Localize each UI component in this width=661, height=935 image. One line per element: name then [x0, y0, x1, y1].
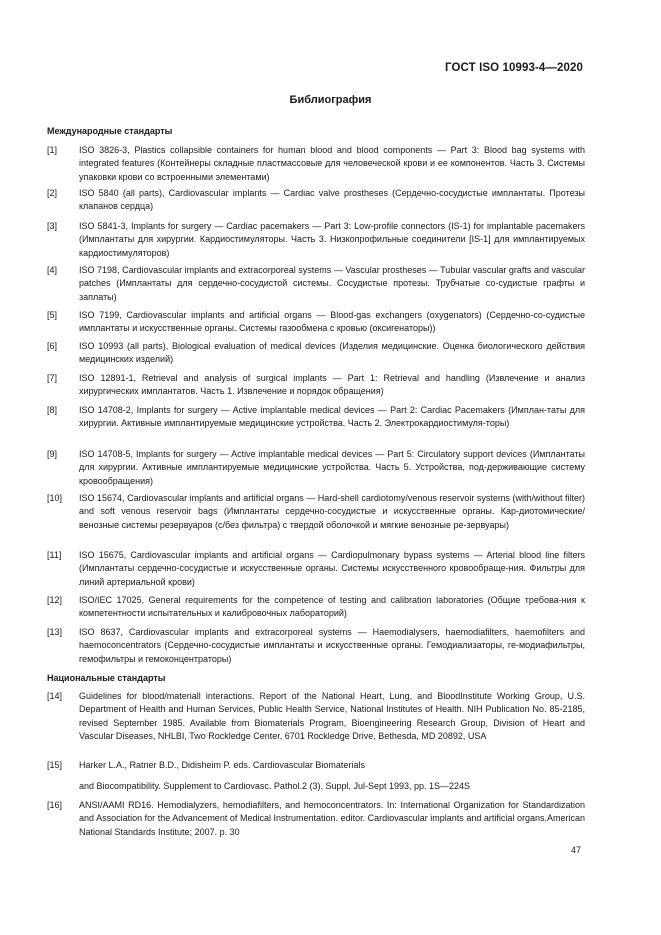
reference-text: ISO 15674, Cardiovascular implants and artificial organs — Hard-shell cardiotomy/venous reservoir systems (with/without filter) and soft venous reservoir bags (Имплантаты сердечно-сосудистые и искусственные органы. Кар-диотомические/венозные системы резервуаров (с/без фильтра) с твердой оболочкой и мягкие венозные ре-зервуары)	[79, 493, 585, 530]
reference-item	[47, 594, 585, 621]
section-heading-national: Национальные стандарты	[47, 673, 166, 683]
reference-number: [13]	[47, 627, 63, 637]
reference-number: [14]	[47, 691, 63, 701]
document-code-header: ГОСТ ISO 10993-4—2020	[445, 62, 583, 74]
page-title: Библиография	[289, 94, 372, 106]
reference-number: [1]	[47, 145, 58, 155]
reference-number: [8]	[47, 405, 58, 415]
reference-text: ISO 10993 (all parts), Biological evaluation of medical devices (Изделия медицинские. Оценка биологического действия медицинских изделий)	[79, 341, 585, 365]
reference-text: ISO 7199, Cardiovascular implants and artificial organs — Blood-gas exchangers (oxygenators) (Сердечно-со-судистые имплантаты и искусственные органы. Системы газообмена с кровью (оксигенаторы))	[79, 310, 585, 334]
reference-number: [2]	[47, 188, 58, 198]
reference-text: ISO 7198, Cardiovascular implants and extracorporeal systems — Vascular prostheses — Tubular vascular grafts and vascular patches (Имплантаты для сердечно-сосудистой системы. Сосудистые протезы. Трубчатые со-судистые графты и заплаты)	[79, 265, 585, 302]
reference-item	[47, 448, 585, 488]
reference-text: ISO 3826-3, Plastics collapsible containers for human blood and blood components — Part 3: Blood bag systems with integrated features (Контейнеры складные пластмассовые для человеческой крови и ее компонентов. Часть 3. Системы упаковки крови со встроенными элементами)	[79, 145, 585, 182]
reference-item	[47, 799, 585, 839]
reference-text: ISO 12891-1, Retrieval and analysis of surgical implants — Part 1: Retrieval and handling (Извлечение и анализ хирургических имплантатов. Часть 1. Извлечение и порядок обращения)	[79, 373, 585, 397]
reference-number: [9]	[47, 449, 58, 459]
reference-text: and Biocompatibility. Supplement to Cardiovasc. Pathol.2 (3). Suppl, Jul-Sept 1993, pp. 1S—224S	[79, 781, 471, 791]
reference-number: [5]	[47, 310, 58, 320]
reference-text: ISO 8637, Cardiovascular implants and extracorporeal systems — Haemodialysers, haemodiafilters, haemofilters and haemoconcentrators (Сердечно-сосудистые имплантаты и искусственные органы. Гемодиализаторы, ге-модиафильтры, гемофильтры и гемоконцентраторы)	[79, 627, 585, 664]
reference-item	[47, 759, 585, 772]
reference-item	[47, 492, 585, 532]
reference-number: [6]	[47, 341, 58, 351]
reference-text: ISO 5840 (all parts), Cardiovascular implants — Cardiac valve prostheses (Сердечно-сосудистые имплантаты. Протезы клапанов сердца)	[79, 188, 585, 212]
reference-item	[47, 187, 585, 214]
reference-item	[47, 220, 585, 260]
reference-text: Guidelines for blood/materiall interactions. Report of the National Heart, Lung, and BloodInstitute Working Group, U.S. Department of Health and Human Services, Public Health Service, National Institutes of Health. NIH Publication No. 85-2185, revised September 1985. Available from Biomaterials Program, Bioengineering Research Group, Division of Heart and Vascular Diseases, NHLBI, Two Rockledge Center, 6701 Rockledge Drive, Bethesda, MD 20892, USA	[79, 691, 585, 742]
reference-item	[47, 144, 585, 184]
reference-text: ISO 14708-5, Implants for surgery — Active implantable medical devices — Part 5: Circulatory support devices (Имплантаты для хирургии. Активные имплантируемые медицинские устройства. Часть 5. Устройства, под-держивающие систему кровообращения)	[79, 449, 585, 486]
reference-number: [11]	[47, 550, 62, 560]
reference-number: [3]	[47, 221, 58, 231]
reference-text: Harker L.A., Ratner B.D., Didisheim P. eds. Cardiovascular Biomaterials	[79, 760, 365, 770]
reference-number: [12]	[47, 595, 63, 605]
reference-item	[47, 340, 585, 367]
reference-item	[47, 690, 585, 744]
reference-text: ISO 14708-2, Implants for surgery — Active implantable medical devices — Part 2: Cardiac Pacemakers (Имплан-таты для хирургии. Активные имплантируемые медицинские устройства. Часть 2. Электрокардиостимуля-торы)	[79, 405, 585, 429]
reference-item	[47, 626, 585, 666]
section-heading-international: Международные стандарты	[47, 126, 173, 136]
reference-item	[47, 404, 585, 431]
page-number: 47	[570, 845, 581, 855]
reference-text: ISO 15675, Cardiovascular implants and artificial organs — Cardiopulmonary bypass systems — Arterial blood line filters (Имплантаты сердечно-сосудистые и искусственные органы. Системы искусственного кровообраще-ния. Фильтры для линий артериальной крови)	[79, 550, 585, 587]
reference-item	[47, 549, 585, 589]
reference-number: [4]	[47, 265, 58, 275]
reference-text: ISO 5841-3, Implants for surgery — Cardiac pacemakers — Part 3: Low-profile connectors (IS-1) for implantable pacemakers (Имплантаты для хирургии. Кардиостимуляторы. Часть 3. Низкопрофильные соединители [IS-1] для имплантируемых кардиостимуляторов)	[79, 221, 585, 258]
reference-number: [7]	[47, 373, 58, 383]
reference-item	[47, 264, 585, 304]
reference-text: ANSI/AAMI RD16. Hemodialyzers, hemodiafilters, and hemoconcentrators. In: International Organization for Standardization and Association for the Advancement of Medical Instrumentation. editor. Cardiovascular implants and artificial organs.American National Standards Institute; 2007. p. 30	[79, 800, 585, 837]
reference-item	[47, 372, 585, 399]
reference-number: [15]	[47, 760, 63, 770]
reference-item	[47, 309, 585, 336]
reference-text: ISO/IEC 17025, General requirements for the competence of testing and calibration laboratories (Общие требова-ния к компетентности испытательных и калибровочных лабораторий)	[79, 595, 585, 619]
reference-number: [16]	[47, 800, 63, 810]
reference-number: [10]	[47, 493, 63, 503]
reference-item	[47, 780, 585, 793]
